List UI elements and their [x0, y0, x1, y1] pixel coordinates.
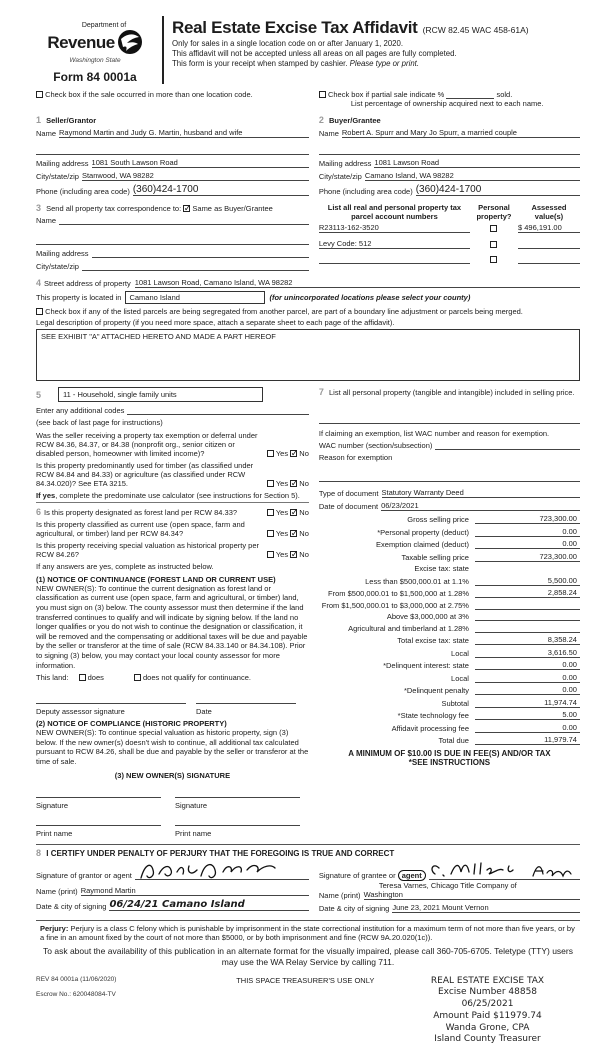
- seller-name-field[interactable]: Raymond Martin and Judy G. Martin, husband and wife: [59, 128, 309, 138]
- deferral-no-checkbox[interactable]: [290, 450, 297, 457]
- wac-number-field[interactable]: [435, 442, 580, 450]
- this-land-label: This land:: [36, 673, 69, 683]
- treasurer-stamp: REAL ESTATE EXCISE TAX Excise Number 48858 06/25/2021 Amount Paid $11979.74 Wanda Grone, CPA Island County Treasurer: [430, 975, 545, 1045]
- new-owner-signature-field-2[interactable]: [175, 790, 300, 798]
- grantee-datecity-field[interactable]: June 23, 2021 Mount Vernon: [392, 903, 580, 913]
- seller-citystatezip-field[interactable]: Stanwood, WA 98282: [82, 171, 309, 181]
- new-owner-printname-field-1[interactable]: [36, 818, 161, 826]
- tax-value-field[interactable]: 2,858.24: [475, 588, 580, 598]
- rev-number: REV 84 0001a (11/06/2020): [36, 975, 117, 983]
- historical-no-checkbox[interactable]: [290, 551, 297, 558]
- correspondence-citystatezip-field[interactable]: [82, 263, 309, 271]
- tax-value-field[interactable]: 0.00: [475, 660, 580, 670]
- form-title: Real Estate Excise Tax Affidavit: [172, 18, 418, 37]
- forest-no-checkbox[interactable]: [290, 509, 297, 516]
- buyer-citystatezip-field[interactable]: Camano Island, WA 98282: [365, 171, 580, 181]
- dor-swoosh-icon: [117, 29, 143, 57]
- buyer-phone-field[interactable]: (360)424-1700: [416, 184, 580, 196]
- treasurer-space-label: THIS SPACE TREASURER'S USE ONLY: [236, 975, 375, 985]
- seller-mailing-field[interactable]: 1081 South Lawson Road: [92, 158, 309, 168]
- minimum-fee-note: A MINIMUM OF $10.00 IS DUE IN FEE(S) AND/OR TAX: [348, 749, 551, 759]
- washington-state-label: Washington State: [69, 57, 121, 64]
- grantor-signature: [135, 860, 285, 882]
- deferral-question: Was the seller receiving a property tax exemption or deferral under RCW 84.36, 84.37, or 84.38 (nonprofit org., senior citizen or disabled person, homeowner with limited income)?: [36, 430, 258, 458]
- escrow-number: Escrow No.: 620048084-TV: [36, 990, 116, 998]
- form-subtitle-1: Only for sales in a single location code on or after January 1, 2020.: [172, 39, 404, 48]
- tax-value-field[interactable]: 5,500.00: [475, 576, 580, 586]
- additional-codes-field[interactable]: [127, 407, 308, 415]
- buyer-grantee-section: 2 Buyer/Grantee Name Robert A. Spurr and Mary Jo Spurr, a married couple Mailing address 1081 Lawson Road City/state/zip Camano Island, WA 98282 Phone (including area code) (360)424-1700: [319, 115, 580, 199]
- additional-codes-note: (see back of last page for instructions): [36, 418, 163, 427]
- header-divider: [162, 16, 164, 84]
- seller-grantor-section: 1 Seller/Grantor Name Raymond Martin and Judy G. Martin, husband and wife Mailing address 1081 South Lawson Road City/state/zip Stanwood, WA 98282 Phone (including area code) (360)424-1700: [36, 115, 319, 199]
- legal-description-label: Legal description of property (if you need more space, attach a separate sheet to each page of the affidavit).: [36, 318, 395, 327]
- buyer-name2-field[interactable]: [319, 147, 580, 155]
- tax-value-field[interactable]: 723,300.00: [475, 552, 580, 562]
- alt-format-note: To ask about the availability of this publication in an alternate format for the visually impaired, please call 360-705-6705. Teletype (TTY) users may use the WA Relay Service by calling 711.: [43, 945, 573, 967]
- notice-continuance-body: NEW OWNER(S): To continue the current designation as forest land or classification as current use (open space, farm and agricultural, or timber) land, you must sign on (3) below. The county assessor must then determine if the land transferred continues to qualify and will indicate by signing below. If the land no longer qualifies or you do not wish to continue the designation or classification, it will be removed and the compensating or additional taxes will be due and payable by the seller or transferor at the time of sale (RCW 84.33.140 or 84.34.108). Prior to signing (3) below, you may contact your local county assessor for more information.: [36, 583, 308, 670]
- seller-name2-field[interactable]: [36, 147, 309, 155]
- reeta-form-page: Department of Revenue Washington State Form 84 0001a Real Estate Excise Tax Affidavit (RCW 82.45 WAC 458-61A) Only for sales in a single location code on or after January 1, 2020. This affidavit will not be accepted unless all areas on all pages are fully completed. This form is your receipt when stamped by cashier. Please type or print. Check box if the sale occurred in more than one location code. Check box if partial sale indicate % sold. List percentage of ownership acquired next to each name. 1 Seller/Grantor Name Raymond Martin and Judy G. Martin, husband and wife Mailing address 1081 South Lawson Road City/state/zip Stanwood, WA 98282 Phone (including area code) (360)424-1700 2 Buyer/Grantee Name Robert A. Spurr and Mary Jo Spurr, a married couple Mailing address 1081 Lawson Road City/state/zip Camano Island, WA 98282 Phone (including area code) (360)424-1700 3 Send all property tax correspondence to: ✓ Same as Buyer/Grantee Name Mailing address City/state/zip List all real and personal property tax parcel account numbers Personal property? Assessed value(s) R23113-162-3520 $ 496,191.00 Levy Code: 512 4 Street address of property 1081 Lawson Road, Camano Island, WA 98282 This property is located in Camano Island (for unincorporated locations please select your county) Check box if any of the listed parcels are being segregated from another parcel, are part of a boundary line adjustment or parcels being merged. Legal description of property (if you need more space, attach a separate sheet to each page of the affidavit). SEE EXHIBIT "A" ATTACHED HERETO AND MADE A PART HEREOF 5 11 - Household, single family units Enter any additional codes (see back of last page for instructions) Was the seller receiving a property tax exemption or deferral under RCW 84.36, 84.37, or 84.38 (nonprofit org., senior citizen or disabled person, homeowner with limited income)? Yes ✓ No Is this property predominantly used for timber (as classified under RCW 84.84 and 84.33) or agriculture (as classified under RCW 84.34.020)? See ETA 3215. Yes ✓ No If yes, complete the predominate use calculator (see instructions for Section 5). 6 Is this property designated as forest land per RCW 84.33? Yes ✓ No Is this property classified as current use (open space, farm and agricultural, or timber) land per RCW 84.34? Yes ✓ No Is this property receiving special valuation as historical property per RCW 84.26? Yes ✓ No If any answers are yes, complete as instructed below. (1) NOTICE OF CONTINUANCE (FOREST LAND OR CURRENT USE) NEW OWNER(S): To continue the current designation as forest land or classification as current use (open space, farm and agricultural, or timber) land, you must sign on (3) below. The county assessor must then determine if the land transferred continues to qualify and will indicate by signing below. If the land no longer qualifies or you do not wish to continue the designation or classification, it will be removed and the compensating or additional taxes will be due and payable by the seller or transferor at the time of sale (RCW 84.33.140 or 84.34.108). Prior to signing (3) below, you may contact your local county assessor for more information. This land: does does not qualify for continuance. Deputy assessor signature Date (2) NOTICE OF COMPLIANCE (HISTORIC PROPERTY) NEW OWNER(S): To continue special valuation as historic property, sign (3) below. If the new owner(s) doesn't wish to continue, all additional tax calculated pursuant to RCW 84.26, shall be due and payable by the seller or transferor at the time of sale. (3) NEW OWNER(S) SIGNATURE Signature Signature Print name Print name 7 List all personal property (tangible and intangible) included in selling price. If claiming an exemption, list WAC number and reason for exemption. WAC number (section/subsection) Reason for exemption Type of document Statutory Warranty Deed Date of document 06/23/2021 Gross selling price 723,300.00 *Personal property (deduct) 0.00 Exemption claimed (deduct) 0.00 Taxable selling price 723,300.00 Excise tax: state Less than $500,000.01 at 1.1% 5,500.00 From $500,000.01 to $1,500,000 at 1.28% 2,858.24 From $1,500,000.01 to $3,000,000 at 2.75% Above $3,000,000 at 3% Agricultural and timberland at 1.28% Total excise tax: state 8,358.24 Local 3,616.50 *Delinquent interest: state 0.00 Local 0.00 *Delinquent penalty 0.00 Subtotal 11,974.74 *State technology fee 5.00 Affidavit processing fee 0.00 Total due 11,979.74 A MINIMUM OF $10.00 IS DUE IN FEE(S) AND/OR TAX *SEE INSTRUCTIONS 8 I CERTIFY UNDER PENALTY OF PERJURY THAT THE FOREGOING IS TRUE AND CORRECT Signature of grantor or agent Name (print) Raymond Martin Date & city of signing 06/24/21 Camano Island Signature of grantee or agent Teresa Varnes, Chicago Title Company of Name (print) Washington Date & city of signing June 23, 2021 Mount Vernon Perjury: Perjury is a class C felony which is punishable by imprisonment in the state correctional institution for a maximum term of not more than five years, or by a fine in an amount fixed by the court of not more than $5000, or by both imprisonment and fine (RCW 9A.20.020(1c)). To ask about the availability of this publication in an alternate format for the visually impaired, please call 360-705-6705. Teletype (TTY) users may use the WA Relay Service by calling 711. REV 84 0001a (11/06/2020) Escrow No.: 620048084-TV THIS SPACE TREASURER'S USE ONLY REAL ESTATE EXCISE TAX Excise Number 48858 06/25/2021 Amount Paid $11979.74 Wanda Grone, CPA Island County Treasurer: [0, 0, 600, 988]
- county-note: (for unincorporated locations please select your county): [269, 293, 471, 302]
- tax-correspondence-section: 3 Send all property tax correspondence to: ✓ Same as Buyer/Grantee Name Mailing address City/state/zip: [36, 203, 319, 274]
- grantee-signature: [429, 860, 569, 882]
- parcel-table: [319, 203, 580, 274]
- grantor-printname-field[interactable]: Raymond Martin: [81, 886, 309, 896]
- assessed-value-field[interactable]: [518, 241, 580, 249]
- left-column: 5 11 - Household, single family units Enter any additional codes (see back of last page for instructions) Was the seller receiving a property tax exemption or deferral under RCW 84.36, 84.37, or 84.38 (nonprofit org., senior citizen or disabled person, homeowner with limited income)? Yes ✓ No Is this property predominantly used for timber (as classified under RCW 84.84 and 84.33) or agriculture (as classified under RCW 84.34.020)? See ETA 3215. Yes ✓ No If yes, complete the predominate use calculator (see instructions for Section 5). 6 Is this property designated as forest land per RCW 84.33? Yes ✓ No Is this property classified as current use (open space, farm and agricultural, or timber) land per RCW 84.34? Yes ✓ No Is this property receiving special valuation as historical property per RCW 84.26? Yes ✓ No If any answers are yes, complete as instructed below. (1) NOTICE OF CONTINUANCE (FOREST LAND OR CURRENT USE) NEW OWNER(S): To continue the current designation as forest land or classification as current use (open space, farm and agricultural, or timber) land, you must sign on (3) below. The county assessor must then determine if the land transferred continues to qualify and will indicate by signing below. If the land no longer qualifies or you do not wish to continue the designation or classification, it will be removed and the compensating or additional taxes will be due and payable by the seller or transferor at the time of sale (RCW 84.33.140 or 84.34.108). Prior to signing (3) below, you may contact your local county assessor for more information. This land: does does not qualify for continuance. Deputy assessor signature Date (2) NOTICE OF COMPLIANCE (HISTORIC PROPERTY) NEW OWNER(S): To continue special valuation as historic property, sign (3) below. If the new owner(s) doesn't wish to continue, all additional tax calculated pursuant to RCW 84.26, shall be due and payable by the seller or transferor at the time of sale. (3) NEW OWNER(S) SIGNATURE Signature Signature Print name Print name: [36, 387, 319, 838]
- form-number: Form 84 0001a: [53, 70, 137, 84]
- tax-value-field[interactable]: 0.00: [475, 723, 580, 733]
- personal-property-checkbox-3[interactable]: [490, 256, 497, 263]
- land-use-code-select[interactable]: 11 - Household, single family units: [58, 387, 263, 402]
- buyer-section-title: Buyer/Grantee: [328, 116, 381, 125]
- deputy-date-label: Date: [196, 707, 212, 717]
- timber-no-checkbox[interactable]: [290, 480, 297, 487]
- see-instructions-note: *SEE INSTRUCTIONS: [408, 758, 491, 768]
- form-header: [36, 16, 580, 84]
- grantor-datecity-field[interactable]: 06/24/21 Camano Island: [109, 899, 308, 911]
- doc-date-field[interactable]: 06/23/2021: [381, 501, 580, 511]
- current-use-question: Is this property classified as current use (open space, farm and agricultural, or timber) land per RCW 84.34?: [36, 520, 245, 539]
- parcel-numbers-header: List all real and personal property tax parcel account numbers: [327, 203, 462, 221]
- doc-type-field[interactable]: Statutory Warranty Deed: [382, 488, 580, 498]
- grantee-printname-field[interactable]: Washington: [364, 890, 580, 900]
- grantor-signature-label: Signature of grantor or agent: [36, 870, 132, 880]
- notice-compliance-title: (2) NOTICE OF COMPLIANCE (HISTORIC PROPERTY): [36, 719, 227, 729]
- correspondence-name2-field[interactable]: [36, 237, 309, 245]
- legal-description-box[interactable]: [36, 329, 580, 381]
- dept-of-label: Department of: [81, 22, 127, 29]
- street-address-field[interactable]: 1081 Lawson Road, Camano Island, WA 98282: [135, 278, 580, 288]
- tax-value-field[interactable]: 5.00: [475, 710, 580, 720]
- deputy-assessor-signature-field[interactable]: [36, 696, 186, 704]
- tax-value-field[interactable]: [475, 620, 580, 621]
- tax-value-field[interactable]: 3,616.50: [475, 648, 580, 658]
- personal-property-checkbox-2[interactable]: [490, 241, 497, 248]
- reason-exemption-label: Reason for exemption: [318, 453, 393, 463]
- dor-logo: [36, 16, 154, 84]
- reason-exemption-field[interactable]: [319, 462, 580, 482]
- tax-value-field[interactable]: 0.00: [475, 539, 580, 549]
- segregated-parcel-checkbox[interactable]: [36, 308, 43, 315]
- land-does-checkbox[interactable]: [79, 674, 86, 681]
- tax-value-field[interactable]: 0.00: [475, 685, 580, 695]
- form-subtitle-3: This form is your receipt when stamped by cashier. Please type or print.: [172, 59, 420, 68]
- same-as-buyer-checkbox[interactable]: [183, 205, 190, 212]
- form-footer: [36, 976, 580, 1046]
- current-use-yes-checkbox[interactable]: [267, 530, 274, 537]
- form-title-rcw: (RCW 82.45 WAC 458-61A): [422, 25, 529, 35]
- county-select[interactable]: Camano Island: [125, 291, 265, 304]
- agent-circled: agent: [398, 870, 426, 881]
- personal-property-header: Personal property?: [476, 203, 512, 221]
- new-owner-signature-field-1[interactable]: [36, 790, 161, 798]
- street-address-label: Street address of property: [44, 279, 131, 288]
- additional-codes-label: Enter any additional codes: [36, 406, 125, 415]
- multi-location-label: Check box if the sale occurred in more than one location code.: [45, 90, 253, 99]
- legal-description-text: SEE EXHIBIT "A" ATTACHED HERETO AND MADE A PART HEREOF: [41, 332, 276, 341]
- tax-value-field[interactable]: [475, 632, 580, 633]
- buyer-name-field[interactable]: Robert A. Spurr and Mary Jo Spurr, a married couple: [342, 128, 580, 138]
- certify-statement: I CERTIFY UNDER PENALTY OF PERJURY THAT THE FOREGOING IS TRUE AND CORRECT: [46, 848, 395, 858]
- timber-question: Is this property predominantly used for timber (as classified under RCW 84.84 and 84.33) or agriculture (as classified under RCW 84.34.020)? See ETA 3215.: [36, 460, 254, 488]
- correspondence-name-field[interactable]: [59, 217, 309, 225]
- forest-land-question: 6 Is this property designated as forest land per RCW 84.33?: [36, 507, 238, 518]
- grantee-signature-label: Signature of grantee or agent: [319, 871, 426, 880]
- grantor-signature-field[interactable]: [135, 860, 309, 880]
- parcel-row: [319, 239, 580, 249]
- multi-location-checkbox[interactable]: [36, 91, 43, 98]
- parcel-row: [319, 223, 580, 233]
- seller-section-title: Seller/Grantor: [46, 116, 97, 125]
- personal-property-list-label: List all personal property (tangible and intangible) included in selling price.: [328, 388, 575, 397]
- timber-yes-checkbox[interactable]: [267, 480, 274, 487]
- doc-type-label: Type of document: [318, 489, 379, 499]
- if-yes-note: If any answers are yes, complete as instructed below.: [36, 562, 214, 572]
- segregated-parcel-label: Check box if any of the listed parcels are being segregated from another parcel, are part of a boundary line adjustment or parcels being merged.: [45, 307, 523, 316]
- notice-continuance-title: (1) NOTICE OF CONTINUANCE (FOREST LAND OR CURRENT USE): [36, 574, 276, 584]
- located-in-label: This property is located in: [36, 293, 122, 302]
- deputy-signature-label: Deputy assessor signature: [36, 707, 125, 717]
- tax-value-field[interactable]: 11,979.74: [475, 735, 580, 745]
- revenue-wordmark: Revenue: [47, 33, 115, 52]
- grantee-signature-field[interactable]: [429, 860, 580, 880]
- parcel-number-field[interactable]: [319, 256, 470, 264]
- tax-table: Gross selling price 723,300.00 *Personal property (deduct) 0.00 Exemption claimed (deduct) 0.00 Taxable selling price 723,300.00 Excise tax: state Less than $500,000.01 at 1.1% 5,500.00 From $500,000.01 to $1,500,000 at 1.28% 2,858.24 From $1,500,000.01 to $3,000,000 at 2.75% Above $3,000,000 at 3% Agricultural and timberland at 1.28% Total excise tax: state 8,358.24 Local 3,616.50 *Delinquent interest: state 0.00 Local 0.00 *Delinquent penalty 0.00 Subtotal 11,974.74 *State technology fee 5.00 Affidavit processing fee 0.00 Total due 11,979.74: [319, 514, 580, 745]
- new-owner-signature-title: (3) NEW OWNER(S) SIGNATURE: [114, 770, 231, 780]
- tax-value-field[interactable]: [475, 609, 580, 610]
- grantee-company-line: Teresa Varnes, Chicago Title Company of: [378, 880, 517, 890]
- deputy-date-field[interactable]: [196, 696, 296, 704]
- doc-date-label: Date of document: [318, 502, 379, 512]
- form-subtitle-2: This affidavit will not be accepted unless all areas on all pages are fully completed.: [172, 49, 457, 58]
- perjury-section: Perjury: Perjury is a class C felony which is punishable by imprisonment in the state correctional institution for a maximum term of not more than five years, or by a fine in an amount fixed by the court of not more than $5000, or by both imprisonment and fine (RCW 9A.20.020(1c)). To ask about the availability of this publication in an alternate format for the visually impaired, please call 360-705-6705. Teletype (TTY) users may use the WA Relay Service by calling 711.: [36, 920, 580, 968]
- agent-handwritten: [533, 866, 571, 875]
- partial-sale-checkbox[interactable]: [319, 91, 326, 98]
- same-as-buyer-label: Same as Buyer/Grantee: [192, 204, 273, 213]
- personal-property-list-field[interactable]: [319, 402, 580, 424]
- wac-number-label: WAC number (section/subsection): [318, 441, 433, 451]
- new-owner-printname-field-2[interactable]: [175, 818, 300, 826]
- current-use-no-checkbox[interactable]: [290, 530, 297, 537]
- correspondence-mailing-field[interactable]: [92, 250, 309, 258]
- tax-value-field[interactable]: 0.00: [475, 527, 580, 537]
- seller-phone-field[interactable]: (360)424-1700: [133, 184, 309, 196]
- correspondence-label: Send all property tax correspondence to:: [46, 204, 182, 213]
- tax-value-field[interactable]: 0.00: [475, 673, 580, 683]
- assessed-value-field[interactable]: $ 496,191.00: [518, 223, 580, 233]
- certification-section: 8 I CERTIFY UNDER PENALTY OF PERJURY THAT THE FOREGOING IS TRUE AND CORRECT Signature of grantor or agent Name (print) Raymond Martin Date & city of signing 06/24/21 Camano Island Signature of grantee or agent Teresa Varnes, Chicago Title Company of Name (print) Washington Date & city of signing June 23, 2021 Mount Vernon: [36, 844, 580, 916]
- parcel-number-field[interactable]: Levy Code: 512: [319, 239, 470, 249]
- notice-compliance-body: NEW OWNER(S): To continue special valuation as historic property, sign (3) below. If the new owner(s) doesn't wish to continue, all additional tax calculated pursuant to RCW 84.26, shall be due and payable by the seller or transferor at the time of sale.: [36, 728, 309, 766]
- property-address-section: 4 Street address of property 1081 Lawson Road, Camano Island, WA 98282 This property is located in Camano Island (for unincorporated locations please select your county) Check box if any of the listed parcels are being segregated from another parcel, are part of a boundary line adjustment or parcels being merged. Legal description of property (if you need more space, attach a separate sheet to each page of the affidavit). SEE EXHIBIT "A" ATTACHED HERETO AND MADE A PART HEREOF: [36, 278, 580, 381]
- personal-property-checkbox-1[interactable]: [490, 225, 497, 232]
- forest-yes-checkbox[interactable]: [267, 509, 274, 516]
- land-does-not-checkbox[interactable]: [134, 674, 141, 681]
- assessed-value-field[interactable]: [518, 256, 580, 264]
- tax-value-field[interactable]: 11,974.74: [475, 698, 580, 708]
- tax-value-field[interactable]: 723,300.00: [475, 514, 580, 524]
- exemption-note: If claiming an exemption, list WAC number and reason for exemption.: [318, 428, 550, 438]
- right-column: 7 List all personal property (tangible and intangible) included in selling price. If claiming an exemption, list WAC number and reason for exemption. WAC number (section/subsection) Reason for exemption Type of document Statutory Warranty Deed Date of document 06/23/2021 Gross selling price 723,300.00 *Personal property (deduct) 0.00 Exemption claimed (deduct) 0.00 Taxable selling price 723,300.00 Excise tax: state Less than $500,000.01 at 1.1% 5,500.00 From $500,000.01 to $1,500,000 at 1.28% 2,858.24 From $1,500,000.01 to $3,000,000 at 2.75% Above $3,000,000 at 3% Agricultural and timberland at 1.28% Total excise tax: state 8,358.24 Local 3,616.50 *Delinquent interest: state 0.00 Local 0.00 *Delinquent penalty 0.00 Subtotal 11,974.74 *State technology fee 5.00 Affidavit processing fee 0.00 Total due 11,979.74 A MINIMUM OF $10.00 IS DUE IN FEE(S) AND/OR TAX *SEE INSTRUCTIONS: [319, 387, 580, 838]
- partial-sale-label: Check box if partial sale indicate %: [327, 90, 445, 99]
- buyer-mailing-field[interactable]: 1081 Lawson Road: [374, 158, 580, 168]
- predominate-use-note: If yes, complete the predominate use calculator (see instructions for Section 5).: [36, 491, 309, 504]
- historical-yes-checkbox[interactable]: [267, 551, 274, 558]
- historical-question: Is this property receiving special valuation as historical property per RCW 84.26?: [36, 541, 260, 560]
- partial-sale-percent-field[interactable]: [446, 91, 494, 99]
- assessed-value-header: Assessed value(s): [531, 203, 567, 221]
- parcel-row: [319, 255, 580, 264]
- deferral-yes-checkbox[interactable]: [267, 450, 274, 457]
- parcel-number-field[interactable]: R23113-162-3520: [319, 223, 470, 233]
- ownership-percent-note: List percentage of ownership acquired next to each name.: [350, 99, 544, 108]
- perjury-text: Perjury is a class C felony which is punishable by imprisonment in the state correctional institution for a maximum term of not more than five years, or by a fine in an amount fixed by the court of not more than $5000, or by both imprisonment and fine (RCW 9A.20.020(1c)).: [40, 923, 575, 943]
- tax-value-field[interactable]: 8,358.24: [475, 635, 580, 645]
